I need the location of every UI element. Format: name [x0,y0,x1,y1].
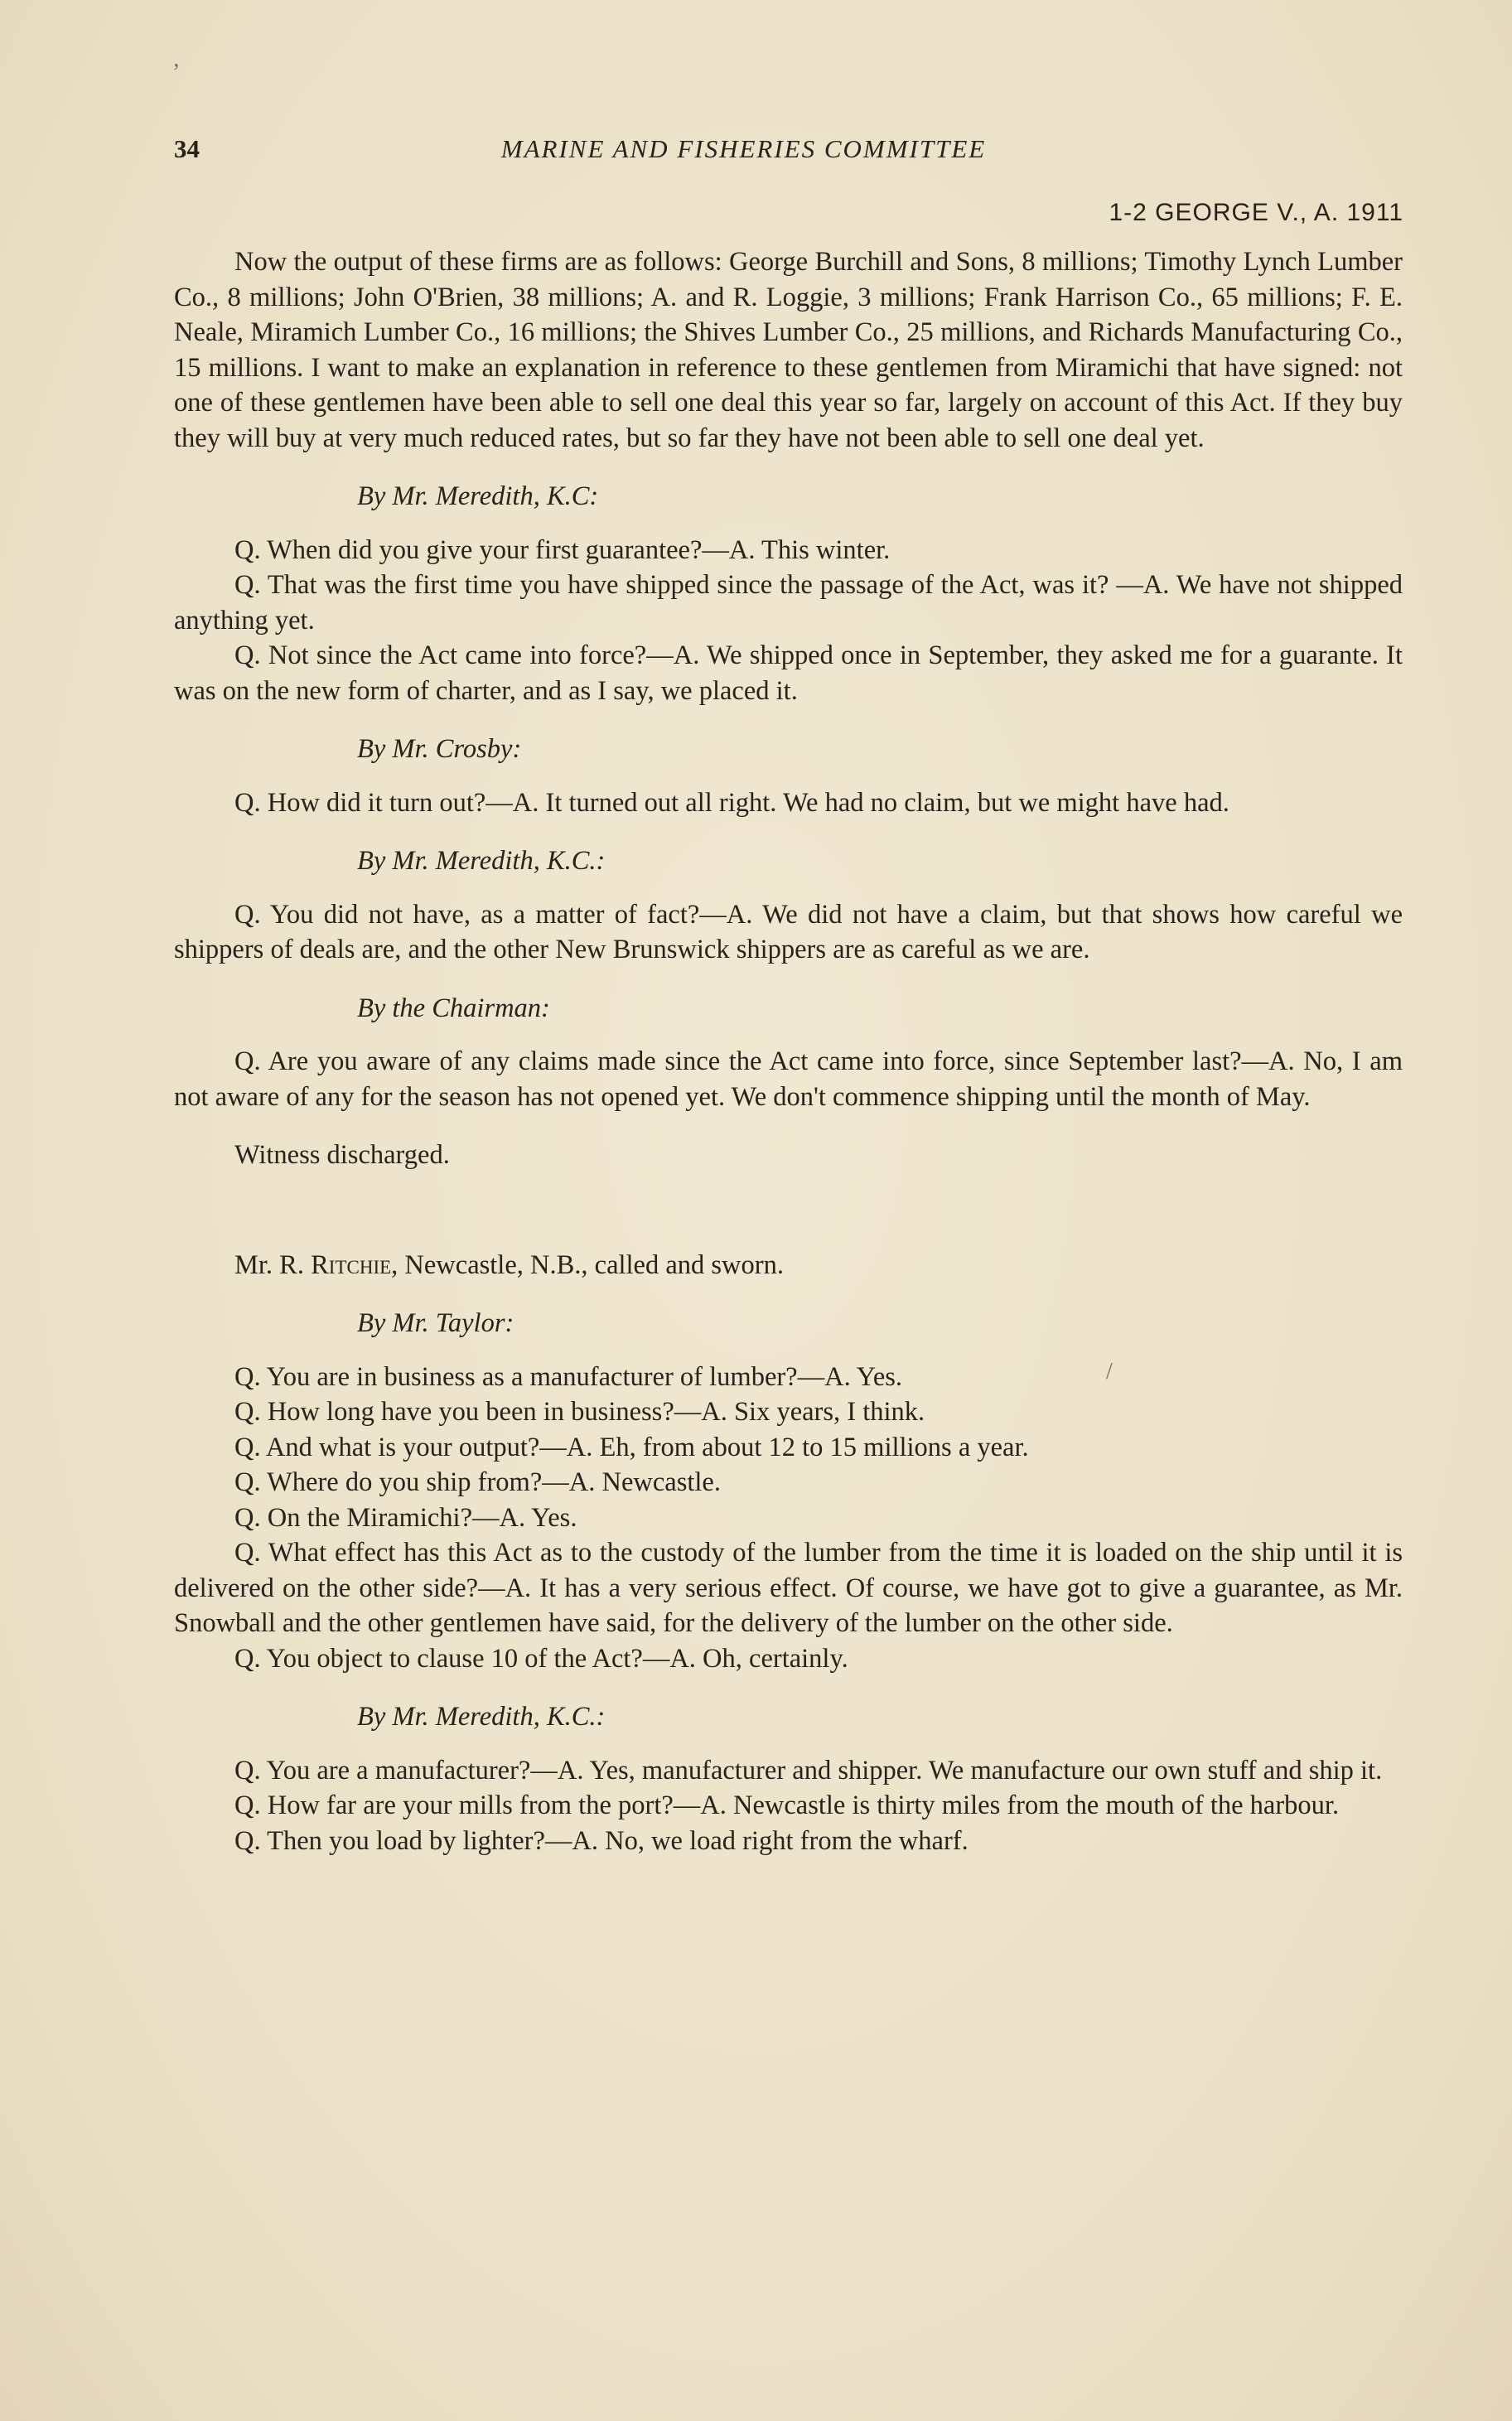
document-body [174,244,1403,1858]
qa-paragraph: Q. On the Miramichi?—A. Yes. [234,1502,577,1533]
session-label: 1-2 GEORGE V., A. 1911 [1109,199,1403,226]
witness-discharged: Witness discharged. [234,1140,450,1170]
speaker-heading: By Mr. Taylor: [357,1308,514,1338]
speaker-heading: By Mr. Meredith, K.C.: [357,846,606,876]
qa-paragraph: Q. You are a manufacturer?—A. Yes, manufacturer and shipper. We manufacture our own stuff and ship it. [234,1755,1383,1786]
page-number: 34 [174,134,200,163]
qa-paragraph: Q. Then you load by lighter?—A. No, we load right from the wharf. [234,1825,969,1856]
stray-mark: ʼ [172,60,181,85]
stray-mark: / [1106,1359,1113,1384]
qa-paragraph: Q. Where do you ship from?—A. Newcastle. [234,1467,721,1497]
qa-paragraph: Q. You object to clause 10 of the Act?—A. Oh, certainly. [234,1643,848,1674]
qa-paragraph: Q. When did you give your first guarantee?—A. This winter. [234,534,891,565]
speaker-heading: By Mr. Crosby: [357,734,522,764]
qa-paragraph: Q. How long have you been in business?—A. Six years, I think. [234,1397,925,1427]
qa-paragraph: Q. You did not have, as a matter of fact?—A. We did not have a claim, but that shows how careful we shippers of deals are, and the other New Brunswick shippers are as careful as we are. [174,899,1403,964]
speaker-heading: By Mr. Meredith, K.C.: [357,1702,606,1732]
qa-paragraph: Q. Are you aware of any claims made since the Act came into force, since September last?—A. No, I am not aware of any for the season has not opened yet. We don't commence shipping until the month of May. [174,1046,1403,1112]
qa-paragraph: Q. How far are your mills from the port?—A. Newcastle is thirty miles from the mouth of the harbour. [234,1790,1340,1820]
witness-prefix: Mr. R. [234,1249,312,1280]
running-head [174,134,1413,167]
qa-paragraph: Q. You are in business as a manufacturer of lumber?—A. Yes. [234,1361,903,1392]
qa-paragraph: Q. What effect has this Act as to the custody of the lumber from the time it is loaded on the ship until it is delivered on the other side?—A. It has a very serious effect. Of course, we have got to give a guarantee, as Mr. Snowball and the other gentlemen have said, for the delivery of the lumber on the other side. [174,1538,1403,1638]
paragraph: Now the output of these firms are as follows: George Burchill and Sons, 8 millions; Timothy Lynch Lumber Co., 8 millions; John O'Brien, 38 millions; A. and R. Loggie, 3 millions; Frank Harrison Co., 65 millions; F. E. Neale, Miramich Lumber Co., 16 millions; the Shives Lumber Co., 25 millions, and Richards Manufacturing Co., 15 millions. I want to make an explanation in reference to these gentlemen from Miramichi that have signed: not one of these gentlemen have been able to sell one deal this year so far, largely on account of this Act. If they buy they will buy at very much reduced rates, but so far they have not been able to sell one deal yet. [174,247,1403,453]
qa-paragraph: Q. How did it turn out?—A. It turned out all right. We had no claim, but we might have had. [234,787,1229,818]
qa-paragraph: Q. Not since the Act came into force?—A. We shipped once in September, they asked me for a guarante. It was on the new form of charter, and as I say, we placed it. [174,640,1403,706]
witness-suffix: , Newcastle, N.B., called and sworn. [391,1249,784,1280]
speaker-heading: By Mr. Meredith, K.C: [357,481,599,511]
witness-sworn [174,1248,1403,1283]
witness-name: Ritchie [311,1249,392,1280]
qa-paragraph: Q. That was the first time you have shipped since the passage of the Act, was it? —A. We have not shipped anything yet. [174,570,1403,635]
running-title: MARINE AND FISHERIES COMMITTEE [500,134,987,163]
qa-paragraph: Q. And what is your output?—A. Eh, from about 12 to 15 millions a year. [234,1432,1029,1462]
speaker-heading: By the Chairman: [357,993,550,1023]
